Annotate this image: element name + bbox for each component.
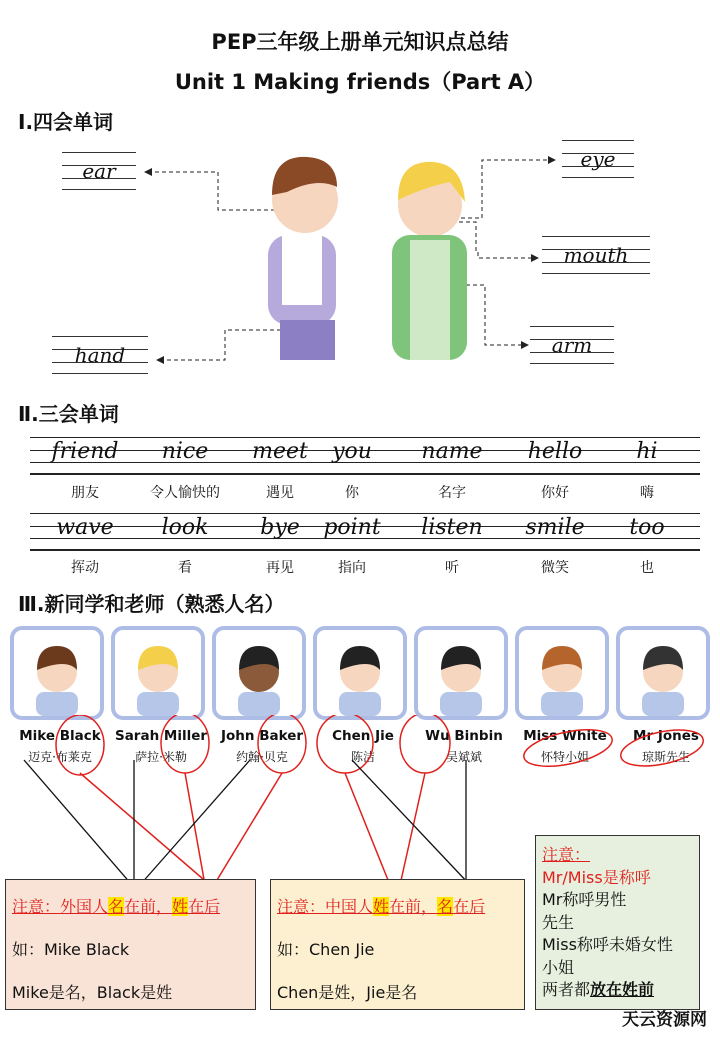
vocab-word: name [421, 439, 483, 464]
person-name-chinese: 吴斌斌 [445, 750, 482, 764]
watermark: 天云资源网 [622, 1010, 707, 1030]
person-name: John Baker [220, 728, 304, 744]
section1-heading: Ⅰ.四会单词 [18, 110, 114, 134]
vocab-meaning: 遇见 [266, 485, 294, 501]
person-name-chinese: 迈克·布莱克 [28, 750, 92, 764]
vocab-meaning: 也 [640, 560, 654, 576]
page-subtitle: Unit 1 Making friends（Part A） [174, 70, 546, 94]
person-name: Chen Jie [332, 728, 394, 744]
vocab-meaning: 令人愉快的 [150, 485, 220, 501]
person-avatar [111, 626, 205, 720]
person-name-chinese: 约翰·贝克 [236, 750, 288, 764]
vocab-meaning: 你好 [541, 485, 569, 501]
note-foreign-names: 注意：外国人名在前，姓在后 如：Mike Black Mike是名，Black是姓 [5, 879, 256, 1010]
word-hand: hand [52, 336, 148, 374]
vocab-word: nice [161, 439, 209, 464]
person-name-chinese: 琼斯先生 [641, 750, 690, 764]
vocab-word: you [332, 439, 372, 464]
vocab-word: hello [527, 439, 583, 464]
person-name: Mr Jones [633, 728, 699, 744]
vocab-meaning: 看 [178, 560, 192, 576]
vocab-word: bye [260, 515, 300, 540]
section3-heading: Ⅲ.新同学和老师（熟悉人名） [18, 592, 285, 616]
person-name-chinese: 怀特小姐 [540, 750, 589, 764]
person-avatar [515, 626, 609, 720]
note-titles: 注意： Mr/Miss是称呼 Mr称呼男性 先生 Miss称呼未婚女性 小姐 两者都放在姓前 [535, 835, 700, 1010]
vocab-meaning: 指向 [338, 560, 366, 576]
vocab-meaning: 朋友 [71, 485, 99, 501]
word-mouth: mouth [542, 236, 650, 274]
girl-figure [392, 162, 467, 360]
page-title: PEP三年级上册单元知识点总结 [211, 30, 509, 54]
person-name-chinese: 萨拉·米勒 [135, 750, 187, 764]
vocab-word: too [629, 515, 665, 540]
person-avatar [10, 626, 104, 720]
vocab-word: meet [252, 439, 308, 464]
vocab-meaning: 你 [345, 485, 359, 501]
person-name: Sarah Miller [114, 728, 208, 744]
person-avatar [414, 626, 508, 720]
note-chinese-names: 注意：中国人姓在前，名在后 如：Chen Jie Chen是姓，Jie是名 [270, 879, 525, 1010]
section2-heading: Ⅱ.三会单词 [18, 402, 119, 426]
person-avatar [616, 626, 710, 720]
vocab-word: smile [525, 515, 585, 540]
vocab-meaning: 听 [445, 560, 459, 576]
person-name: Mike Black [19, 728, 101, 744]
vocab-meaning: 名字 [438, 485, 466, 501]
person-name: Wu Binbin [425, 728, 503, 744]
vocab-meaning: 微笑 [541, 560, 569, 576]
vocab-meaning: 嗨 [640, 485, 654, 501]
vocab-word: hi [636, 439, 658, 464]
person-name-chinese: 陈洁 [350, 750, 375, 764]
person-avatar [212, 626, 306, 720]
vocab-word: wave [56, 515, 114, 540]
word-arm: arm [530, 326, 614, 364]
word-eye: eye [562, 140, 634, 178]
vocab-word: look [161, 515, 209, 540]
vocab-word: listen [421, 515, 483, 540]
person-avatar [313, 626, 407, 720]
vocab-word: point [323, 515, 381, 540]
word-ear: ear [62, 152, 136, 190]
vocab-meaning: 挥动 [71, 560, 99, 576]
person-name: Miss White [523, 728, 607, 744]
vocab-meaning: 再见 [266, 560, 294, 576]
vocab-word: friend [51, 439, 119, 464]
